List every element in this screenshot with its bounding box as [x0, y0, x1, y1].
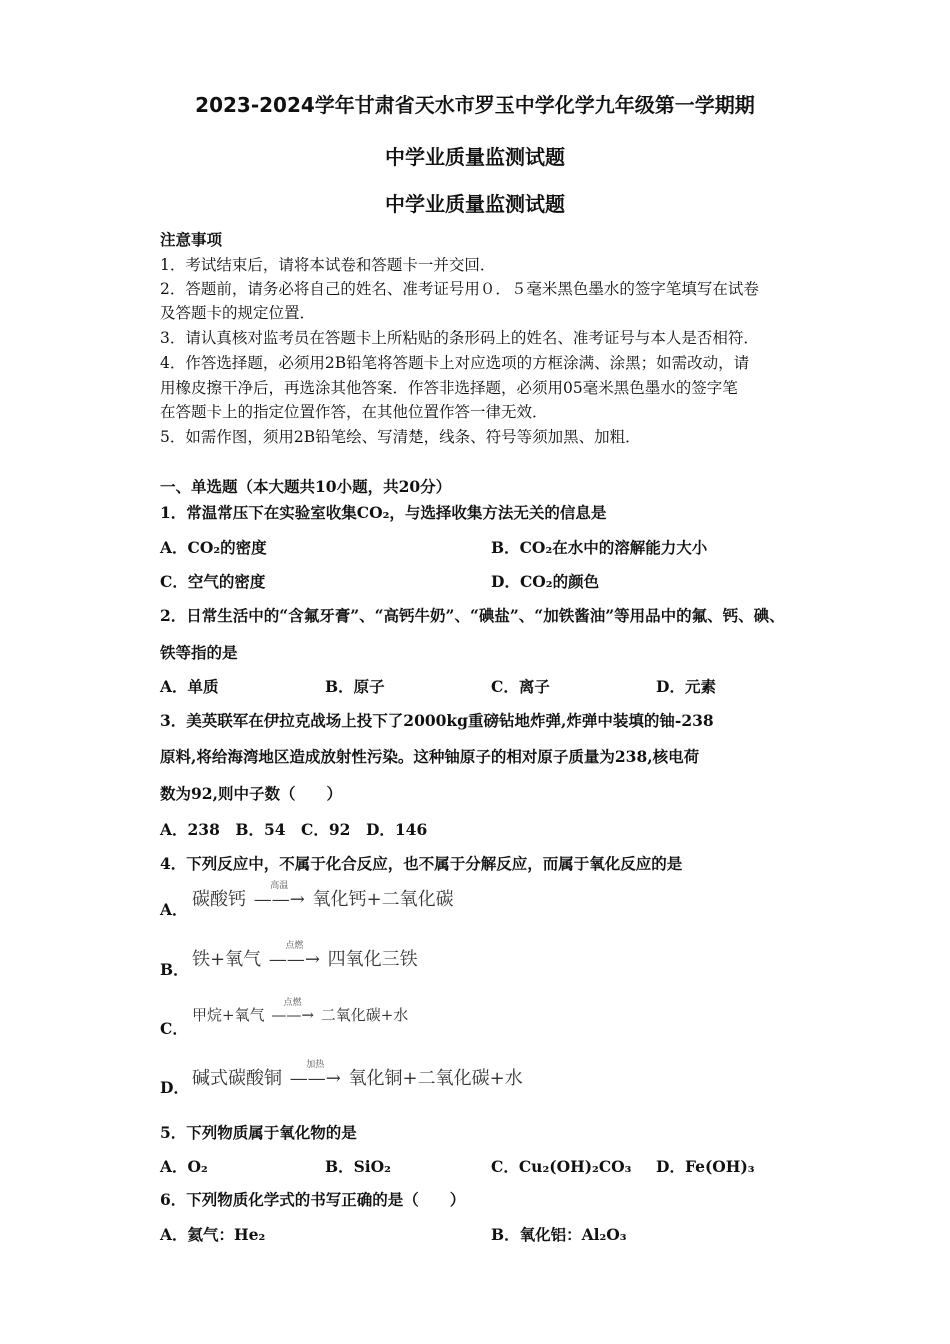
q4-option-d-equation	[192, 1060, 523, 1090]
q4-option-b-label: B．	[160, 960, 189, 979]
q6-stem: 6．下列物质化学式的书写正确的是（ ）	[160, 1190, 466, 1209]
title-line-1: 2023-2024学年甘肃省天水市罗玉中学化学九年级第一学期期	[195, 93, 755, 117]
q4-option-b-equation	[192, 941, 418, 971]
q1-option-c: C．空气的密度	[160, 572, 266, 591]
q2-option-b: B．原子	[325, 677, 385, 696]
q1-option-d: D．CO₂的颜色	[491, 572, 600, 591]
title-line-2: 中学业质量监测试题	[385, 145, 565, 169]
notice-item: 及答题卡的规定位置．	[160, 304, 316, 322]
q6-option-a: A．氦气：He₂	[160, 1225, 266, 1244]
notice-item: 1．考试结束后，请将本试卷和答题卡一并交回．	[160, 256, 496, 274]
section-heading: 一、单选题（本大题共10小题，共20分）	[160, 477, 452, 496]
q4-option-a-equation	[192, 881, 454, 911]
reactants: 碱式碳酸铜	[192, 1068, 282, 1089]
q6-option-b: B．氧化铝：Al₂O₃	[491, 1225, 627, 1244]
reaction-condition: 点燃	[283, 998, 302, 1008]
q4-stem: 4．下列反应中，不属于化合反应，也不属于分解反应，而属于氧化反应的是	[160, 854, 683, 873]
q2-stem-line-2: 铁等指的是	[160, 643, 238, 662]
q3-stem-line-2: 原料,将给海湾地区造成放射性污染。这种铀原子的相对原子质量为238,核电荷	[160, 747, 700, 766]
notice-item: 5．如需作图，须用2B铅笔绘、写清楚，线条、符号等须加黑、加粗．	[160, 428, 641, 446]
q2-option-d: D．元素	[656, 677, 716, 696]
q1-option-b: B．CO₂在水中的溶解能力大小	[491, 538, 708, 557]
notice-item: 用橡皮擦干净后，再选涂其他答案．作答非选择题，必须用05毫米黑色墨水的签字笔	[160, 379, 738, 397]
notice-heading: 注意事项	[160, 230, 223, 249]
q4-option-a-label: A．	[160, 900, 188, 919]
products: 四氧化三铁	[327, 949, 418, 970]
q4-option-c-label: C．	[160, 1019, 188, 1038]
q5-option-a: A．O₂	[160, 1157, 208, 1176]
q2-stem-line-1: 2．日常生活中的“含氟牙膏”、“高钙牛奶”、“碘盐”、“加铁酱油”等用品中的氟、钙、碘、	[160, 606, 785, 625]
reactants: 甲烷+氧气	[192, 1006, 265, 1024]
products: 氧化铜+二氧化碳+水	[348, 1068, 523, 1089]
q5-option-d: D．Fe(OH)₃	[656, 1157, 755, 1176]
q2-option-c: C．离子	[491, 677, 550, 696]
reaction-arrow-icon: ——→ 加热	[288, 1068, 343, 1089]
notice-item: 2．答题前，请务必将自己的姓名、准考证号用０．５毫米黑色墨水的签字笔填写在试卷	[160, 280, 759, 298]
products: 氧化钙+二氧化碳	[312, 889, 454, 910]
q5-option-c: C．Cu₂(OH)₂CO₃	[491, 1157, 632, 1176]
reactants: 铁+氧气	[192, 949, 262, 970]
q3-stem-line-1: 3．美英联军在伊拉克战场上投下了2000kg重磅钻地炸弹,炸弹中装填的铀-238	[160, 711, 714, 730]
q3-options: A．238 B．54 C．92 D．146	[160, 820, 428, 839]
reaction-condition: 加热	[306, 1060, 325, 1070]
reaction-arrow-icon: ——→ 点燃	[269, 1006, 316, 1024]
q1-option-a: A．CO₂的密度	[160, 538, 267, 557]
title-line-3: 中学业质量监测试题	[385, 192, 565, 216]
reaction-condition: 高温	[270, 881, 289, 891]
products: 二氧化碳+水	[320, 1006, 409, 1024]
q5-stem: 5．下列物质属于氧化物的是	[160, 1123, 357, 1142]
q2-option-a: A．单质	[160, 677, 219, 696]
reaction-condition: 点燃	[285, 941, 304, 951]
notice-item: 4．作答选择题，必须用2B铅笔将答题卡上对应选项的方框涂满、涂黑；如需改动，请	[160, 354, 750, 372]
q4-option-c-equation	[192, 998, 409, 1025]
q3-stem-line-3: 数为92,则中子数（ ）	[160, 784, 342, 803]
reactants: 碳酸钙	[192, 889, 246, 910]
q4-option-d-label: D．	[160, 1078, 189, 1097]
reaction-arrow-icon: ——→ 高温	[252, 889, 307, 910]
q5-option-b: B．SiO₂	[325, 1157, 391, 1176]
notice-item: 在答题卡上的指定位置作答，在其他位置作答一律无效．	[160, 403, 548, 421]
q1-stem: 1．常温常压下在实验室收集CO₂，与选择收集方法无关的信息是	[160, 503, 607, 522]
notice-item: 3．请认真核对监考员在答题卡上所粘贴的条形码上的姓名、准考证号与本人是否相符．	[160, 329, 759, 347]
reaction-arrow-icon: ——→ 点燃	[267, 949, 322, 970]
